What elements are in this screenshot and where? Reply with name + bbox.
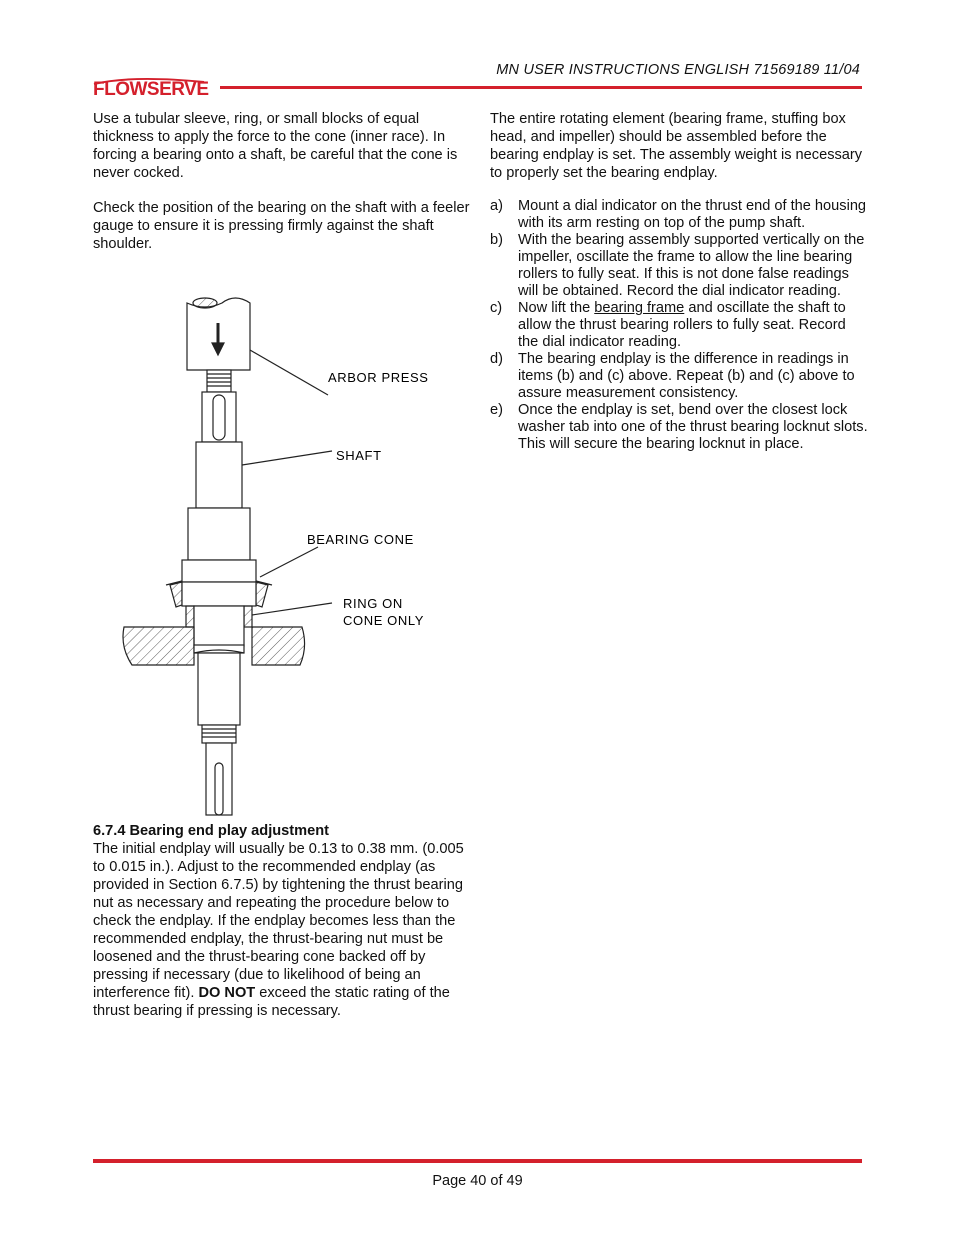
shaft-thread-top bbox=[207, 370, 231, 392]
step-b: b) With the bearing assembly supported vertically on the impeller, oscillate the frame to allow the line bearing rollers to fully seat. If this is not done false readings will be obtained. Record the dial indicator reading. bbox=[490, 232, 865, 299]
label-ring-line2: CONE ONLY bbox=[343, 613, 425, 628]
logo-wordmark: FLOWSERVE bbox=[93, 79, 209, 100]
header-rule bbox=[220, 86, 862, 89]
leader-arbor-press bbox=[250, 350, 328, 395]
leader-bearing-cone bbox=[260, 547, 318, 577]
ring-on-cone bbox=[186, 606, 252, 646]
section-body-text-end: exceed the static rating of the thrust bearing if pressing is necessary. bbox=[93, 985, 450, 1019]
section-body bbox=[93, 840, 473, 1020]
section-6-7-4 bbox=[93, 822, 473, 1020]
arbor-press-ram bbox=[187, 298, 250, 370]
section-body-bold: DO NOT bbox=[198, 985, 256, 1001]
shaft-lower bbox=[194, 645, 244, 815]
section-heading: 6.7.4 Bearing end play adjustment bbox=[93, 823, 330, 839]
step-e: e) Once the endplay is set, bend over the closest lock washer tab into one of the thrust bearing locknut slots. This will secure the bearing locknut in place. bbox=[490, 402, 868, 452]
section-body-text: The initial endplay will usually be 0.13 to 0.38 mm. (0.005 to 0.015 in.). Adjust to the recommended endplay (as provided in Section 6.7.5) by tightening the thrust bearing nut as necessary and repeating the procedure below to check the endplay. If the endplay becomes less than the recommended endplay, the thrust-bearing nut must be loosened and the thrust-bearing cone backed off by pressing if necessary (due to likelihood of being an interference fit). bbox=[93, 841, 464, 1001]
flowserve-logo bbox=[92, 74, 210, 102]
leader-shaft bbox=[242, 451, 332, 465]
label-bearing-cone: BEARING CONE bbox=[307, 532, 414, 547]
bearing-cone bbox=[166, 581, 272, 607]
endplay-steps bbox=[490, 198, 870, 453]
label-ring-line1: RING ON bbox=[343, 596, 403, 611]
paragraph-sleeve: Use a tubular sleeve, ring, or small blocks of equal thickness to apply the force to the cone (inner race). In forcing a bearing onto a shaft, be careful that the cone is never cocked. bbox=[93, 111, 458, 181]
footer-rule bbox=[93, 1159, 862, 1163]
step-a: a) Mount a dial indicator on the thrust end of the housing with its arm resting on top of the pump shaft. bbox=[490, 198, 867, 231]
leader-ring bbox=[252, 603, 332, 615]
paragraph-feeler-gauge: Check the position of the bearing on the shaft with a feeler gauge to ensure it is pressing firmly against the shaft shoulder. bbox=[93, 200, 470, 252]
page-number: Page 40 of 49 bbox=[432, 1173, 523, 1189]
label-arbor-press: ARBOR PRESS bbox=[328, 370, 429, 385]
document-reference: MN USER INSTRUCTIONS ENGLISH 71569189 11/04 bbox=[496, 62, 860, 78]
label-shaft: SHAFT bbox=[336, 448, 382, 463]
paragraph-rotating-element: The entire rotating element (bearing frame, stuffing box head, and impeller) should be assembled before the bearing endplay is set. The assembly weight is necessary to properly set the bearing endplay. bbox=[490, 111, 863, 181]
shaft-upper bbox=[182, 392, 256, 582]
step-d: d) The bearing endplay is the difference in readings in items (b) and (c) above. Repeat (b) and (c) above to assure measurement consistency. bbox=[490, 351, 855, 401]
arbor-press-figure bbox=[110, 285, 450, 820]
bearing-frame-underlined: bearing frame bbox=[594, 300, 685, 316]
step-c: c) Now lift the bearing frame and oscillate the shaft to allow the thrust bearing rollers to fully seat. Record the dial indicator reading. bbox=[490, 300, 846, 350]
